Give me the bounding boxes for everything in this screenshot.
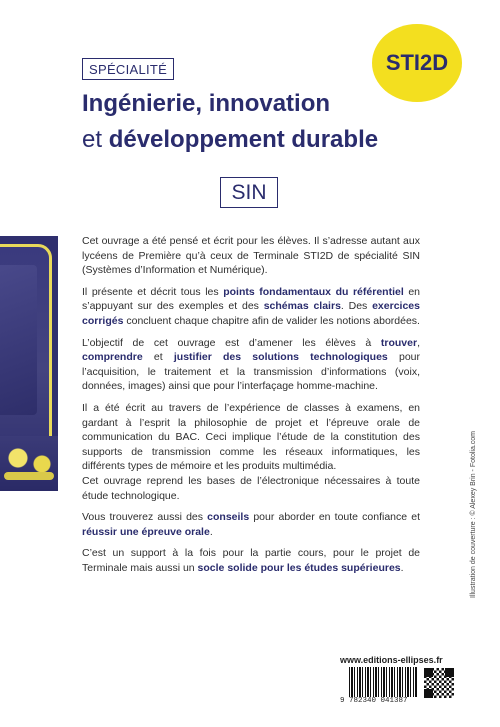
paragraph-7: C’est un support à la fois pour la partie cours, pour le projet de Terminale mais aussi un socle solide pour les études supérieures. — [82, 547, 420, 574]
qr-code — [423, 667, 455, 699]
isbn-number: 9 782340 041387 — [340, 697, 408, 705]
cover-illustration — [0, 236, 58, 491]
phone-illustration — [0, 244, 52, 455]
title-line-2: et développement durable — [82, 126, 379, 153]
back-cover-text — [82, 234, 420, 582]
paragraph-5: Cet ouvrage reprend les bases de l’électronique nécessaires à toute étude technologique. — [82, 474, 420, 502]
robot-hand-illustration — [0, 436, 58, 491]
illustration-credit: Illustration de couverture : © Alexey Brin - Fotolia.com — [470, 430, 477, 598]
specialite-label: SPÉCIALITÉ — [82, 58, 174, 80]
paragraph-2: Il présente et décrit tous les points fondamentaux du référentiel en s’appuyant sur des exemples et des schémas clairs. Des exercices corrigés concluent chaque chapitre afin de valider les notions abordées. — [82, 285, 420, 327]
paragraph-1: Cet ouvrage a été pensé et écrit pour les élèves. Il s’adresse autant aux lycéens de Première qu’à ceux de Terminale STI2D de spécialité SIN (Systèmes d’Information et Numérique). — [82, 235, 420, 277]
paragraph-6: Vous trouverez aussi des conseils pour aborder en toute confiance et réussir une épreuve orale. — [82, 511, 421, 538]
sti2d-badge: STI2D — [372, 24, 462, 102]
paragraph-3: L’objectif de cet ouvrage est d’amener les élèves à trouver, comprendre et justifier des solutions technologiques pour l’acquisition, le traitement et la transmission d’informations (voix, données, images) ainsi que pour l’interfaçage homme-machine. — [82, 336, 421, 393]
publisher-website: www.editions-ellipses.fr — [340, 655, 443, 665]
option-sin-box: SIN — [220, 177, 278, 208]
paragraph-4: Il a été écrit au travers de l’expérience de classes à examens, en gardant à l’esprit la philosophie de projet et l’épreuve orale de communication du BAC. Ceci implique l’étude de la constitution des supports de transmission comme les réseaux informatiques, les différents types de mémoire et les produits multimédia. — [82, 401, 420, 473]
isbn-barcode — [349, 667, 417, 697]
title-line-1: Ingénierie, innovation — [82, 90, 331, 117]
